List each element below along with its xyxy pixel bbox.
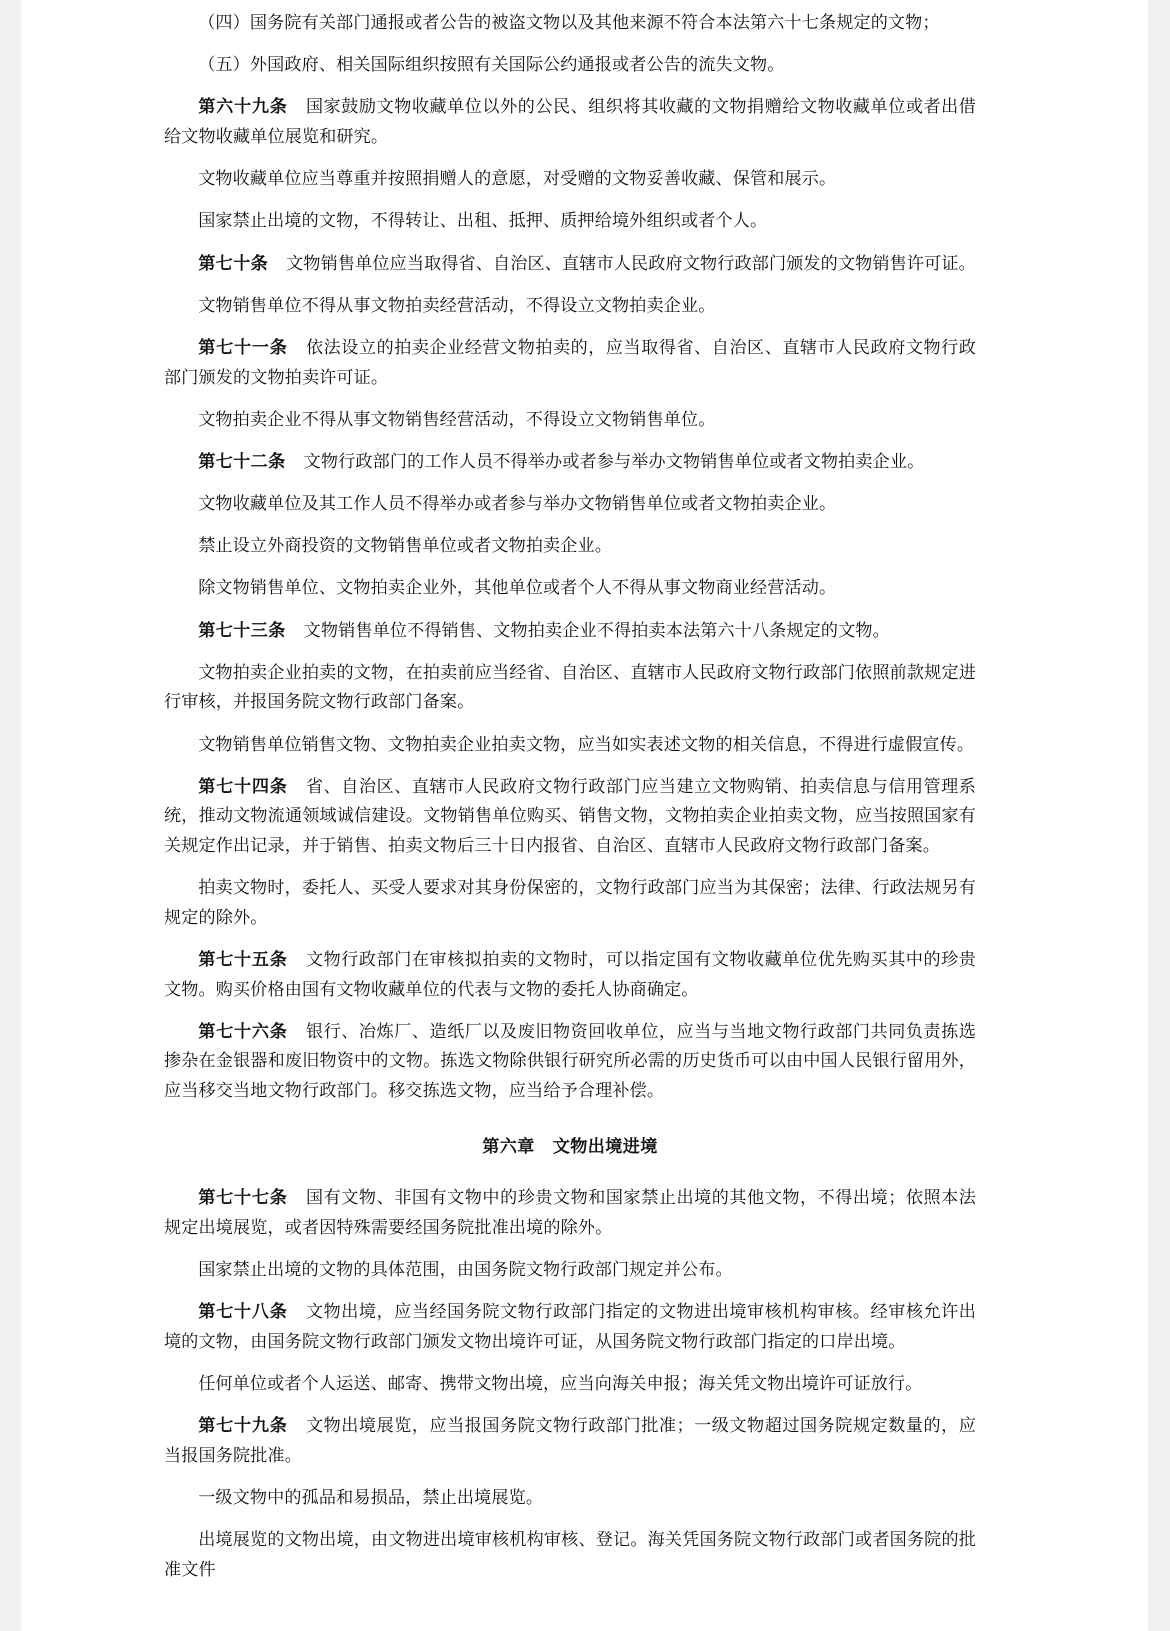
body-paragraph — [164, 658, 976, 717]
body-paragraph-text: 文物拍卖企业拍卖的文物，在拍卖前应当经省、自治区、直辖市人民政府文物行政部门依照前款规定进行审核，并报国务院文物行政部门备案。 — [164, 662, 976, 712]
body-paragraph-text: 文物收藏单位及其工作人员不得举办或者参与举办文物销售单位或者文物拍卖企业。 — [198, 494, 837, 514]
article-number: 第七十八条 — [198, 1302, 288, 1322]
article-number: 第七十七条 — [198, 1188, 288, 1208]
article-number: 第七十条 — [198, 253, 269, 273]
body-paragraph — [164, 291, 976, 321]
article-number: 第七十二条 — [198, 451, 286, 471]
enumerated-item-text: （五）外国政府、相关国际组织按照有关国际公约通报或者公告的流失文物。 — [198, 55, 785, 75]
article-text: 文物销售单位应当取得省、自治区、直辖市人民政府文物行政部门颁发的文物销售许可证。 — [286, 253, 976, 273]
article-number: 第七十一条 — [198, 337, 288, 357]
article-text: 文物出境展览，应当报国务院文物行政部门批准；一级文物超过国务院规定数量的，应当报国务院批准。 — [164, 1416, 977, 1465]
article-paragraph — [164, 249, 976, 279]
article-paragraph — [164, 1297, 976, 1356]
body-paragraph — [164, 1483, 976, 1513]
body-paragraph — [164, 489, 976, 519]
body-paragraph-text: 任何单位或者个人运送、邮寄、携带文物出境，应当向海关申报；海关凭文物出境许可证放行。 — [198, 1373, 923, 1393]
body-paragraph — [164, 1369, 976, 1399]
body-paragraph — [164, 405, 976, 435]
body-paragraph-text: 文物销售单位销售文物、文物拍卖企业拍卖文物，应当如实表述文物的相关信息，不得进行虚假宣传。 — [198, 734, 975, 754]
article-paragraph — [164, 616, 976, 646]
article-paragraph — [164, 1017, 976, 1106]
body-paragraph — [164, 1525, 976, 1584]
body-paragraph-text: 禁止设立外商投资的文物销售单位或者文物拍卖企业。 — [198, 536, 613, 556]
enumerated-item-text: （四）国务院有关部门通报或者公告的被盗文物以及其他来源不符合本法第六十七条规定的文物； — [198, 13, 940, 32]
enumerated-item — [164, 50, 976, 80]
article-text: 文物销售单位不得销售、文物拍卖企业不得拍卖本法第六十八条规定的文物。 — [303, 620, 890, 640]
article-paragraph — [164, 92, 976, 151]
body-paragraph-text: 出境展览的文物出境，由文物进出境审核机构审核、登记。海关凭国务院文物行政部门或者国务院的批准文件 — [164, 1530, 976, 1579]
body-paragraph — [164, 730, 976, 760]
body-paragraph-text: 文物拍卖企业不得从事文物销售经营活动，不得设立文物销售单位。 — [198, 409, 716, 429]
article-text: 文物出境，应当经国务院文物行政部门指定的文物进出境审核机构审核。经审核允许出境的文物，由国务院文物行政部门颁发文物出境许可证，从国务院文物行政部门指定的口岸出境。 — [164, 1302, 977, 1351]
body-paragraph — [164, 206, 976, 236]
chapter-title: 文物出境进境 — [552, 1136, 658, 1156]
article-text: 省、自治区、直辖市人民政府文物行政部门应当建立文物购销、拍卖信息与信用管理系统，推动文物流通领域诚信建设。文物销售单位购买、销售文物，文物拍卖企业拍卖文物，应当按照国家有关规定作出记录，并于销售、拍卖文物后三十日内报省、自治区、直辖市人民政府文物行政部门备案。 — [164, 776, 977, 855]
body-paragraph-text: 一级文物中的孤品和易损品，禁止出境展览。 — [198, 1487, 544, 1507]
article-number: 第七十九条 — [198, 1416, 288, 1436]
article-text: 国有文物、非国有文物中的珍贵文物和国家禁止出境的其他文物，不得出境；依照本法规定出境展览，或者因特殊需要经国务院批准出境的除外。 — [164, 1188, 977, 1237]
article-text: 依法设立的拍卖企业经营文物拍卖的，应当取得省、自治区、直辖市人民政府文物行政部门颁发的文物拍卖许可证。 — [164, 337, 977, 387]
article-number: 第六十九条 — [198, 97, 288, 117]
body-paragraph-text: 文物销售单位不得从事文物拍卖经营活动，不得设立文物拍卖企业。 — [198, 295, 716, 315]
article-paragraph — [164, 1183, 976, 1242]
body-paragraph-text: 拍卖文物时，委托人、买受人要求对其身份保密的，文物行政部门应当为其保密；法律、行政法规另有规定的除外。 — [164, 878, 976, 927]
article-paragraph — [164, 772, 976, 861]
article-text: 银行、冶炼厂、造纸厂以及废旧物资回收单位，应当与当地文物行政部门共同负责拣选掺杂在金银器和废旧物资中的文物。拣选文物除供银行研究所必需的历史货币可以由中国人民银行留用外，应当移交当地文物行政部门。移交拣选文物，应当给予合理补偿。 — [164, 1021, 977, 1100]
body-paragraph — [164, 164, 976, 194]
top-spacer — [164, 0, 976, 8]
article-number: 第七十五条 — [198, 949, 288, 969]
article-paragraph — [164, 1411, 976, 1470]
article-number: 第七十六条 — [198, 1021, 288, 1041]
body-paragraph — [164, 1255, 976, 1285]
chapter-heading — [164, 1132, 976, 1162]
enumerated-item — [164, 8, 976, 38]
body-paragraph — [164, 531, 976, 561]
article-paragraph — [164, 333, 976, 392]
body-paragraph-text: 文物收藏单位应当尊重并按照捐赠人的意愿，对受赠的文物妥善收藏、保管和展示。 — [198, 169, 837, 189]
body-paragraph-text: 国家禁止出境的文物的具体范围，由国务院文物行政部门规定并公布。 — [198, 1259, 733, 1279]
page-body — [164, 0, 976, 1584]
article-number: 第七十三条 — [198, 620, 286, 640]
body-paragraph — [164, 873, 976, 932]
article-text: 文物行政部门的工作人员不得举办或者参与举办文物销售单位或者文物拍卖企业。 — [303, 451, 925, 471]
chapter-number: 第六章 — [482, 1136, 535, 1156]
article-number: 第七十四条 — [198, 776, 288, 796]
body-paragraph-text: 国家禁止出境的文物，不得转让、出租、抵押、质押给境外组织或者个人。 — [198, 211, 768, 231]
body-paragraph-text: 除文物销售单位、文物拍卖企业外，其他单位或者个人不得从事文物商业经营活动。 — [198, 578, 837, 598]
document-page — [21, 0, 1148, 1631]
article-paragraph — [164, 945, 976, 1004]
body-paragraph — [164, 573, 976, 603]
article-text: 文物行政部门在审核拟拍卖的文物时，可以指定国有文物收藏单位优先购买其中的珍贵文物。购买价格由国有文物收藏单位的代表与文物的委托人协商确定。 — [164, 949, 977, 999]
article-text: 国家鼓励文物收藏单位以外的公民、组织将其收藏的文物捐赠给文物收藏单位或者出借给文物收藏单位展览和研究。 — [164, 97, 977, 146]
article-paragraph — [164, 447, 976, 477]
